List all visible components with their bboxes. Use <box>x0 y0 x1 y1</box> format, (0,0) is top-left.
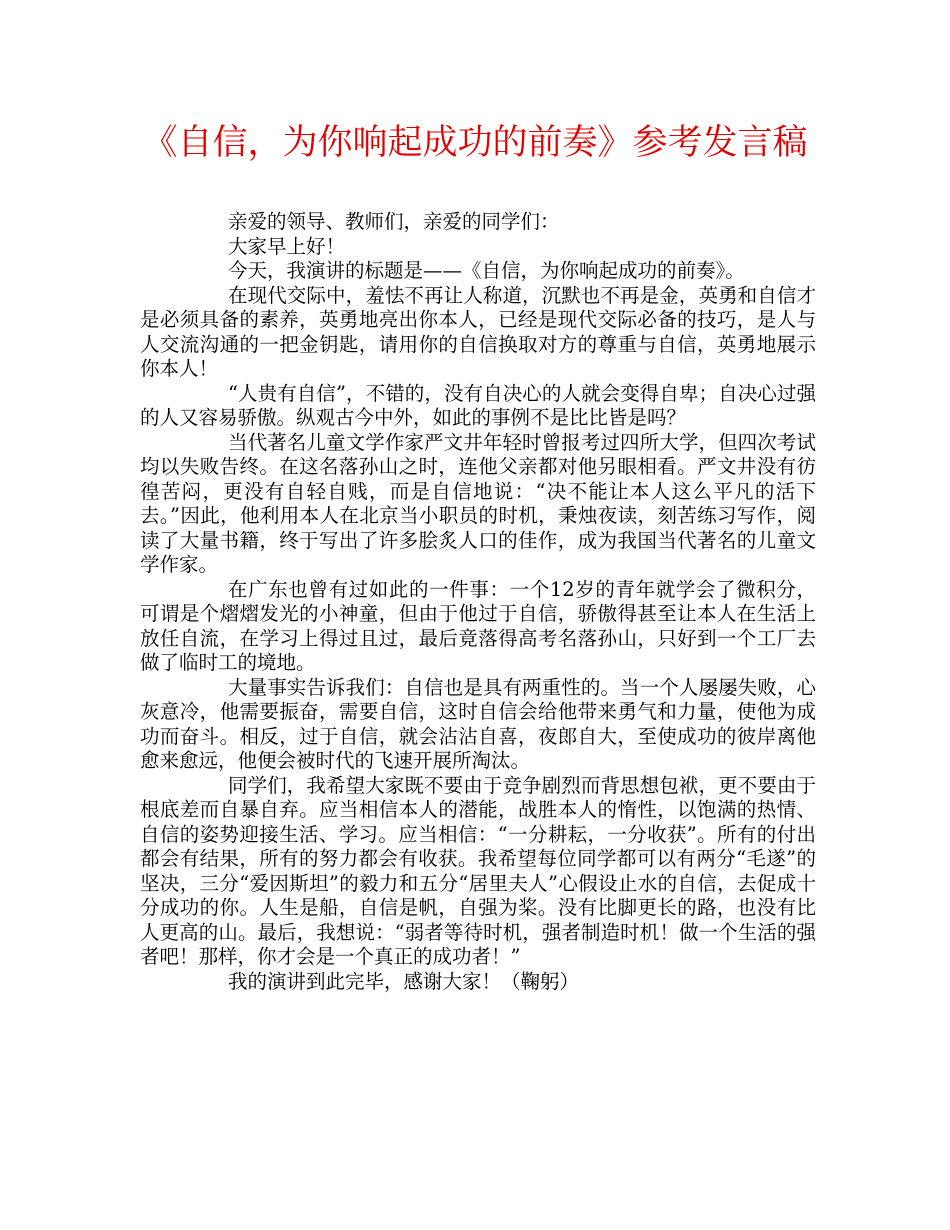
paragraph-body: 同学们，我希望大家既不要由于竞争剧烈而背思想包袱，更不要由于根底差而自暴自弃。应当相信本人的潜能，战胜本人的惰性，以饱满的热情、自信的姿势迎接生活、学习。应当相信：“一分耕耘，一分收获”。所有的付出都会有结果，所有的努力都会有收获。我希望每位同学都可以有两分“毛遂”的坚决，三分“爱因斯坦”的毅力和五分“居里夫人”心假设止水的自信，去促成十分成功的你。人生是船，自信是帆，自强为桨。没有比脚更长的路，也没有比人更高的山。最后，我想说：“弱者等待时机，强者制造时机！做一个生活的强者吧！那样，你才会是一个真正的成功者！” <box>140 773 816 968</box>
document-title: 《自信，为你响起成功的前奏》参考发言稿 <box>142 123 808 163</box>
document-body <box>140 210 816 994</box>
paragraph-closing: 我的演讲到此完毕，感谢大家！（鞠躬） <box>228 969 580 993</box>
paragraph-body: 在现代交际中，羞怯不再让人称道，沉默也不再是金，英勇和自信才是必须具备的素养，英勇地亮出你本人，已经是现代交际必备的技巧，是人与人交流沟通的一把金钥匙，请用你的自信换取对方的尊重与自信，英勇地展示你本人！ <box>140 283 816 380</box>
paragraph-good-morning: 大家早上好！ <box>228 234 346 258</box>
paragraph-body: “人贵有自信”，不错的，没有自决心的人就会变得自卑；自决心过强的人又容易骄傲。纵观古今中外，如此的事例不是比比皆是吗？ <box>140 381 816 429</box>
paragraph-body: 在广东也曾有过如此的一件事：一个12岁的青年就学会了微积分，可谓是个熠熠发光的小神童，但由于他过于自信，骄傲得甚至让本人在生活上放任自流，在学习上得过且过，最后竟落得高考名落孙山，只好到一个工厂去做了临时工的境地。 <box>140 577 816 674</box>
paragraph-topic: 今天，我演讲的标题是——《自信，为你响起成功的前奏》。 <box>228 259 745 282</box>
paragraph-body: 大量事实告诉我们：自信也是具有两重性的。当一个人屡屡失败，心灰意冷，他需要振奋，需要自信，这时自信会给他带来勇气和力量，使他为成功而奋斗。相反，过于自信，就会沾沾自喜，夜郎自大，至使成功的彼岸离他愈来愈远，他便会被时代的飞速开展所淘汰。 <box>140 675 816 772</box>
paragraph-body: 当代著名儿童文学作家严文井年轻时曾报考过四所大学，但四次考试均以失败告终。在这名落孙山之时，连他父亲都对他另眼相看。严文井没有彷徨苦闷，更没有自轻自贱，而是自信地说：“决不能让本人这么平凡的活下去。”因此，他利用本人在北京当小职员的时机，秉烛夜读，刻苦练习写作，阅读了大量书籍，终于写出了许多脍炙人口的佳作，成为我国当代著名的儿童文学作家。 <box>140 430 816 576</box>
paragraph-greeting: 亲爱的领导、教师们，亲爱的同学们： <box>228 210 560 233</box>
